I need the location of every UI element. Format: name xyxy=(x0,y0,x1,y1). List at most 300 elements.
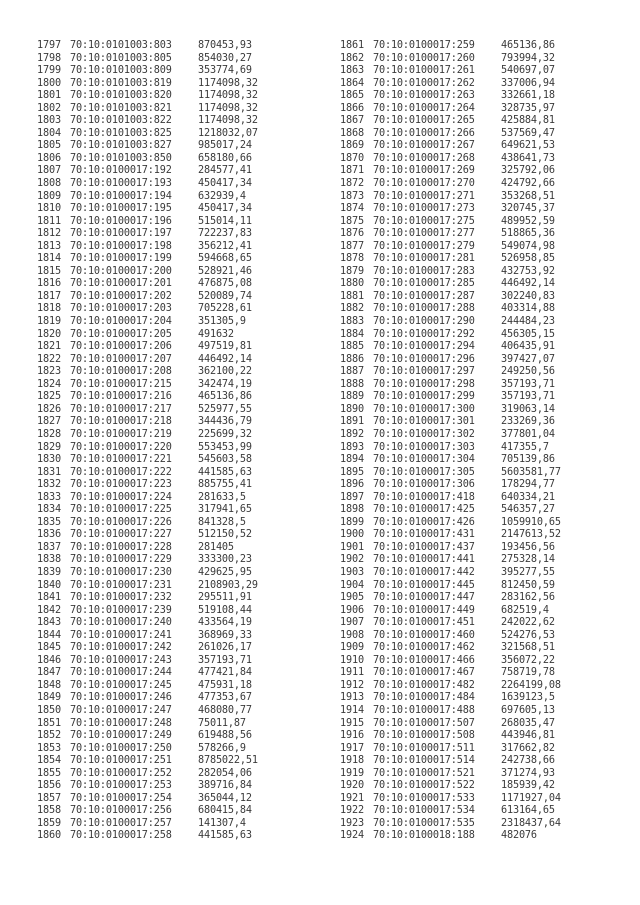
table-row xyxy=(37,680,258,693)
row-number: 1908 xyxy=(340,629,364,641)
cadastral-value: 317662,82 xyxy=(501,742,555,754)
cadastral-number: 70:10:0100017:225 xyxy=(70,504,172,516)
cadastral-number: 70:10:0100017:533 xyxy=(373,792,475,804)
cadastral-number: 70:10:0100017:202 xyxy=(70,290,172,302)
table-row xyxy=(37,65,258,78)
row-number: 1878 xyxy=(340,253,364,265)
table-row xyxy=(37,630,258,643)
table-row xyxy=(37,53,258,66)
cadastral-value: 1218032,07 xyxy=(198,127,258,139)
row-number: 1889 xyxy=(340,391,364,403)
row-number: 1836 xyxy=(37,529,61,541)
row-number: 1876 xyxy=(340,228,364,240)
table-row xyxy=(37,529,258,542)
cadastral-number: 70:10:0101003:820 xyxy=(70,90,172,102)
row-number: 1901 xyxy=(340,541,364,553)
row-number: 1816 xyxy=(37,278,61,290)
table-row xyxy=(37,366,258,379)
table-row xyxy=(37,416,258,429)
table-row xyxy=(37,793,258,806)
cadastral-number: 70:10:0100017:246 xyxy=(70,692,172,704)
cadastral-value: 353774,69 xyxy=(198,65,252,77)
table-row xyxy=(37,303,258,316)
cadastral-value: 342474,19 xyxy=(198,378,252,390)
cadastral-value: 353268,51 xyxy=(501,190,555,202)
table-row xyxy=(340,65,561,78)
table-row xyxy=(37,780,258,793)
cadastral-number: 70:10:0101003:821 xyxy=(70,102,172,114)
cadastral-number: 70:10:0100017:460 xyxy=(373,629,475,641)
row-number: 1853 xyxy=(37,742,61,754)
cadastral-number: 70:10:0100017:298 xyxy=(373,378,475,390)
row-number: 1854 xyxy=(37,755,61,767)
cadastral-number: 70:10:0100017:447 xyxy=(373,592,475,604)
row-number: 1860 xyxy=(37,830,61,842)
cadastral-value: 546357,27 xyxy=(501,504,555,516)
row-number: 1798 xyxy=(37,52,61,64)
cadastral-number: 70:10:0100017:267 xyxy=(373,140,475,152)
row-number: 1824 xyxy=(37,378,61,390)
cadastral-number: 70:10:0100017:258 xyxy=(70,830,172,842)
table-row xyxy=(37,492,258,505)
cadastral-number: 70:10:0100017:228 xyxy=(70,541,172,553)
cadastral-value: 549074,98 xyxy=(501,240,555,252)
row-number: 1855 xyxy=(37,767,61,779)
table-row xyxy=(37,140,258,153)
cadastral-number: 70:10:0100017:262 xyxy=(373,77,475,89)
table-row xyxy=(37,341,258,354)
cadastral-number: 70:10:0100017:194 xyxy=(70,190,172,202)
cadastral-value: 282054,06 xyxy=(198,767,252,779)
cadastral-value: 302240,83 xyxy=(501,290,555,302)
cadastral-value: 357193,71 xyxy=(501,378,555,390)
row-number: 1815 xyxy=(37,265,61,277)
table-row xyxy=(340,442,561,455)
table-row xyxy=(37,329,258,342)
cadastral-number: 70:10:0100017:290 xyxy=(373,316,475,328)
cadastral-value: 283162,56 xyxy=(501,592,555,604)
row-number: 1892 xyxy=(340,428,364,440)
row-number: 1895 xyxy=(340,466,364,478)
row-number: 1822 xyxy=(37,353,61,365)
cadastral-value: 649621,53 xyxy=(501,140,555,152)
cadastral-number: 70:10:0100017:223 xyxy=(70,479,172,491)
cadastral-value: 812450,59 xyxy=(501,579,555,591)
cadastral-number: 70:10:0100017:250 xyxy=(70,742,172,754)
row-number: 1858 xyxy=(37,805,61,817)
table-row xyxy=(340,467,561,480)
row-number: 1812 xyxy=(37,228,61,240)
table-row xyxy=(37,692,258,705)
cadastral-number: 70:10:0100017:260 xyxy=(373,52,475,64)
table-row xyxy=(340,667,561,680)
cadastral-value: 295511,91 xyxy=(198,592,252,604)
row-number: 1842 xyxy=(37,604,61,616)
row-number: 1888 xyxy=(340,378,364,390)
cadastral-value: 613164,65 xyxy=(501,805,555,817)
cadastral-value: 438641,73 xyxy=(501,152,555,164)
cadastral-value: 2264199,08 xyxy=(501,679,561,691)
table-row xyxy=(340,203,561,216)
cadastral-value: 328735,97 xyxy=(501,102,555,114)
cadastral-value: 242022,62 xyxy=(501,617,555,629)
row-number: 1859 xyxy=(37,817,61,829)
cadastral-number: 70:10:0100017:296 xyxy=(373,353,475,365)
cadastral-value: 640334,21 xyxy=(501,491,555,503)
row-number: 1903 xyxy=(340,566,364,578)
cadastral-number: 70:10:0100017:249 xyxy=(70,730,172,742)
table-row xyxy=(37,755,258,768)
cadastral-value: 362100,22 xyxy=(198,366,252,378)
row-number: 1821 xyxy=(37,341,61,353)
table-row xyxy=(340,479,561,492)
cadastral-value: 520089,74 xyxy=(198,290,252,302)
cadastral-number: 70:10:0101003:805 xyxy=(70,52,172,64)
cadastral-value: 854030,27 xyxy=(198,52,252,64)
cadastral-number: 70:10:0100017:206 xyxy=(70,341,172,353)
row-number: 1864 xyxy=(340,77,364,89)
row-number: 1904 xyxy=(340,579,364,591)
table-row xyxy=(37,78,258,91)
row-number: 1847 xyxy=(37,667,61,679)
left-column xyxy=(37,40,258,843)
cadastral-number: 70:10:0100017:259 xyxy=(373,40,475,51)
row-number: 1877 xyxy=(340,240,364,252)
table-row xyxy=(37,354,258,367)
table-row xyxy=(37,605,258,618)
row-number: 1880 xyxy=(340,278,364,290)
cadastral-value: 356072,22 xyxy=(501,654,555,666)
table-row xyxy=(37,316,258,329)
row-number: 1913 xyxy=(340,692,364,704)
cadastral-value: 497519,81 xyxy=(198,341,252,353)
table-row xyxy=(340,329,561,342)
cadastral-value: 450417,34 xyxy=(198,203,252,215)
cadastral-number: 70:10:0100017:484 xyxy=(373,692,475,704)
cadastral-number: 70:10:0100017:300 xyxy=(373,403,475,415)
cadastral-value: 141307,4 xyxy=(198,817,246,829)
cadastral-value: 8785022,51 xyxy=(198,755,258,767)
row-number: 1871 xyxy=(340,165,364,177)
table-row xyxy=(37,705,258,718)
row-number: 1804 xyxy=(37,127,61,139)
table-row xyxy=(340,793,561,806)
cadastral-number: 70:10:0100017:195 xyxy=(70,203,172,215)
row-number: 1873 xyxy=(340,190,364,202)
cadastral-value: 344436,79 xyxy=(198,416,252,428)
cadastral-value: 465136,86 xyxy=(198,391,252,403)
row-number: 1840 xyxy=(37,579,61,591)
table-row xyxy=(37,291,258,304)
cadastral-number: 70:10:0100017:451 xyxy=(373,617,475,629)
row-number: 1886 xyxy=(340,353,364,365)
table-row xyxy=(37,743,258,756)
table-row xyxy=(37,730,258,743)
table-row xyxy=(340,216,561,229)
cadastral-number: 70:10:0100017:199 xyxy=(70,253,172,265)
cadastral-value: 526958,85 xyxy=(501,253,555,265)
cadastral-number: 70:10:0100017:253 xyxy=(70,780,172,792)
cadastral-number: 70:10:0100017:218 xyxy=(70,416,172,428)
cadastral-value: 319063,14 xyxy=(501,403,555,415)
row-number: 1857 xyxy=(37,792,61,804)
cadastral-number: 70:10:0100017:508 xyxy=(373,730,475,742)
table-row xyxy=(340,592,561,605)
row-number: 1906 xyxy=(340,604,364,616)
table-row xyxy=(37,191,258,204)
table-row xyxy=(37,278,258,291)
cadastral-number: 70:10:0100017:431 xyxy=(373,529,475,541)
cadastral-number: 70:10:0100017:301 xyxy=(373,416,475,428)
cadastral-number: 70:10:0100017:270 xyxy=(373,178,475,190)
cadastral-number: 70:10:0100017:273 xyxy=(373,203,475,215)
cadastral-number: 70:10:0100017:222 xyxy=(70,466,172,478)
row-number: 1852 xyxy=(37,730,61,742)
cadastral-value: 477353,67 xyxy=(198,692,252,704)
table-row xyxy=(37,404,258,417)
row-number: 1921 xyxy=(340,792,364,804)
cadastral-value: 365044,12 xyxy=(198,792,252,804)
cadastral-value: 357193,71 xyxy=(501,391,555,403)
cadastral-value: 249250,56 xyxy=(501,366,555,378)
cadastral-value: 491632 xyxy=(198,328,234,340)
cadastral-value: 261026,17 xyxy=(198,642,252,654)
cadastral-number: 70:10:0100017:224 xyxy=(70,491,172,503)
table-row xyxy=(37,454,258,467)
table-row xyxy=(340,554,561,567)
table-row xyxy=(340,266,561,279)
table-row xyxy=(340,705,561,718)
cadastral-value: 540697,07 xyxy=(501,65,555,77)
row-number: 1863 xyxy=(340,65,364,77)
cadastral-number: 70:10:0100017:482 xyxy=(373,679,475,691)
row-number: 1870 xyxy=(340,152,364,164)
row-number: 1918 xyxy=(340,755,364,767)
table-row xyxy=(37,253,258,266)
row-number: 1811 xyxy=(37,215,61,227)
table-row xyxy=(37,818,258,831)
cadastral-value: 632939,4 xyxy=(198,190,246,202)
row-number: 1805 xyxy=(37,140,61,152)
cadastral-value: 268035,47 xyxy=(501,717,555,729)
table-row xyxy=(340,768,561,781)
cadastral-value: 525977,55 xyxy=(198,403,252,415)
row-number: 1897 xyxy=(340,491,364,503)
cadastral-number: 70:10:0100017:227 xyxy=(70,529,172,541)
row-number: 1894 xyxy=(340,454,364,466)
table-row xyxy=(37,379,258,392)
cadastral-number: 70:10:0100017:304 xyxy=(373,454,475,466)
cadastral-number: 70:10:0100017:239 xyxy=(70,604,172,616)
cadastral-number: 70:10:0100017:221 xyxy=(70,454,172,466)
cadastral-number: 70:10:0100017:288 xyxy=(373,303,475,315)
cadastral-number: 70:10:0100017:256 xyxy=(70,805,172,817)
cadastral-number: 70:10:0100017:268 xyxy=(373,152,475,164)
table-row xyxy=(340,492,561,505)
cadastral-number: 70:10:0100017:279 xyxy=(373,240,475,252)
row-number: 1832 xyxy=(37,479,61,491)
table-row xyxy=(340,743,561,756)
row-number: 1802 xyxy=(37,102,61,114)
cadastral-value: 178294,77 xyxy=(501,479,555,491)
row-number: 1813 xyxy=(37,240,61,252)
table-row xyxy=(37,165,258,178)
row-number: 1807 xyxy=(37,165,61,177)
cadastral-value: 450417,34 xyxy=(198,178,252,190)
cadastral-value: 397427,07 xyxy=(501,353,555,365)
cadastral-value: 1059910,65 xyxy=(501,516,561,528)
table-row xyxy=(37,768,258,781)
row-number: 1874 xyxy=(340,203,364,215)
cadastral-value: 465136,86 xyxy=(501,40,555,51)
cadastral-number: 70:10:0100017:287 xyxy=(373,290,475,302)
row-number: 1900 xyxy=(340,529,364,541)
row-number: 1907 xyxy=(340,617,364,629)
table-row xyxy=(37,216,258,229)
row-number: 1831 xyxy=(37,466,61,478)
cadastral-value: 537569,47 xyxy=(501,127,555,139)
cadastral-number: 70:10:0100017:281 xyxy=(373,253,475,265)
cadastral-value: 705228,61 xyxy=(198,303,252,315)
cadastral-value: 456305,15 xyxy=(501,328,555,340)
row-number: 1869 xyxy=(340,140,364,152)
cadastral-value: 680415,84 xyxy=(198,805,252,817)
table-row xyxy=(37,617,258,630)
cadastral-value: 325792,06 xyxy=(501,165,555,177)
cadastral-value: 870453,93 xyxy=(198,40,252,51)
cadastral-number: 70:10:0100017:269 xyxy=(373,165,475,177)
row-number: 1910 xyxy=(340,654,364,666)
table-row xyxy=(340,53,561,66)
cadastral-number: 70:10:0100017:254 xyxy=(70,792,172,804)
cadastral-number: 70:10:0100017:245 xyxy=(70,679,172,691)
row-number: 1851 xyxy=(37,717,61,729)
table-row xyxy=(37,517,258,530)
row-number: 1923 xyxy=(340,817,364,829)
cadastral-value: 417355,7 xyxy=(501,441,549,453)
row-number: 1810 xyxy=(37,203,61,215)
cadastral-value: 337006,94 xyxy=(501,77,555,89)
cadastral-number: 70:10:0100017:205 xyxy=(70,328,172,340)
cadastral-value: 351305,9 xyxy=(198,316,246,328)
cadastral-value: 244484,23 xyxy=(501,316,555,328)
cadastral-value: 515014,11 xyxy=(198,215,252,227)
cadastral-number: 70:10:0100017:230 xyxy=(70,566,172,578)
table-row xyxy=(37,718,258,731)
table-row xyxy=(340,115,561,128)
cadastral-value: 371274,93 xyxy=(501,767,555,779)
cadastral-value: 377801,04 xyxy=(501,428,555,440)
cadastral-value: 758719,78 xyxy=(501,667,555,679)
row-number: 1830 xyxy=(37,454,61,466)
row-number: 1919 xyxy=(340,767,364,779)
cadastral-value: 275328,14 xyxy=(501,554,555,566)
cadastral-number: 70:10:0100017:437 xyxy=(373,541,475,553)
table-row xyxy=(340,580,561,593)
row-number: 1844 xyxy=(37,629,61,641)
cadastral-value: 446492,14 xyxy=(198,353,252,365)
row-number: 1826 xyxy=(37,403,61,415)
row-number: 1917 xyxy=(340,742,364,754)
table-row xyxy=(340,755,561,768)
row-number: 1914 xyxy=(340,704,364,716)
table-row xyxy=(340,178,561,191)
cadastral-number: 70:10:0100017:241 xyxy=(70,629,172,641)
row-number: 1887 xyxy=(340,366,364,378)
table-row xyxy=(340,830,561,843)
row-number: 1868 xyxy=(340,127,364,139)
cadastral-number: 70:10:0100017:305 xyxy=(373,466,475,478)
row-number: 1809 xyxy=(37,190,61,202)
cadastral-value: 545603,58 xyxy=(198,454,252,466)
cadastral-number: 70:10:0100017:534 xyxy=(373,805,475,817)
cadastral-value: 284577,41 xyxy=(198,165,252,177)
table-row xyxy=(37,241,258,254)
row-number: 1922 xyxy=(340,805,364,817)
cadastral-number: 70:10:0100017:514 xyxy=(373,755,475,767)
cadastral-number: 70:10:0100017:261 xyxy=(373,65,475,77)
table-row xyxy=(37,830,258,843)
table-row xyxy=(37,40,258,53)
table-row xyxy=(340,40,561,53)
row-number: 1890 xyxy=(340,403,364,415)
table-row xyxy=(340,379,561,392)
cadastral-number: 70:10:0100017:242 xyxy=(70,642,172,654)
cadastral-number: 70:10:0100017:285 xyxy=(373,278,475,290)
row-number: 1881 xyxy=(340,290,364,302)
cadastral-number: 70:10:0100017:220 xyxy=(70,441,172,453)
table-row xyxy=(340,730,561,743)
table-row xyxy=(340,818,561,831)
row-number: 1905 xyxy=(340,592,364,604)
cadastral-number: 70:10:0100017:243 xyxy=(70,654,172,666)
row-number: 1819 xyxy=(37,316,61,328)
row-number: 1818 xyxy=(37,303,61,315)
table-row xyxy=(340,517,561,530)
table-row xyxy=(340,605,561,618)
cadastral-number: 70:10:0100017:294 xyxy=(373,341,475,353)
cadastral-value: 395277,55 xyxy=(501,566,555,578)
cadastral-number: 70:10:0100017:445 xyxy=(373,579,475,591)
cadastral-number: 70:10:0101003:827 xyxy=(70,140,172,152)
cadastral-value: 482076 xyxy=(501,830,537,842)
table-row xyxy=(340,542,561,555)
table-row xyxy=(340,680,561,693)
row-number: 1820 xyxy=(37,328,61,340)
row-number: 1848 xyxy=(37,679,61,691)
row-number: 1800 xyxy=(37,77,61,89)
cadastral-number: 70:10:0100017:208 xyxy=(70,366,172,378)
table-row xyxy=(37,642,258,655)
cadastral-value: 193456,56 xyxy=(501,541,555,553)
cadastral-value: 468080,77 xyxy=(198,704,252,716)
cadastral-value: 476875,08 xyxy=(198,278,252,290)
row-number: 1843 xyxy=(37,617,61,629)
cadastral-value: 553453,99 xyxy=(198,441,252,453)
cadastral-value: 356212,41 xyxy=(198,240,252,252)
cadastral-number: 70:10:0100017:283 xyxy=(373,265,475,277)
cadastral-value: 424792,66 xyxy=(501,178,555,190)
row-number: 1856 xyxy=(37,780,61,792)
cadastral-value: 333300,23 xyxy=(198,554,252,566)
cadastral-value: 2108903,29 xyxy=(198,579,258,591)
cadastral-number: 70:10:0100017:271 xyxy=(373,190,475,202)
cadastral-number: 70:10:0100017:192 xyxy=(70,165,172,177)
table-row xyxy=(340,241,561,254)
cadastral-value: 5603581,77 xyxy=(501,466,561,478)
row-number: 1837 xyxy=(37,541,61,553)
cadastral-value: 619488,56 xyxy=(198,730,252,742)
